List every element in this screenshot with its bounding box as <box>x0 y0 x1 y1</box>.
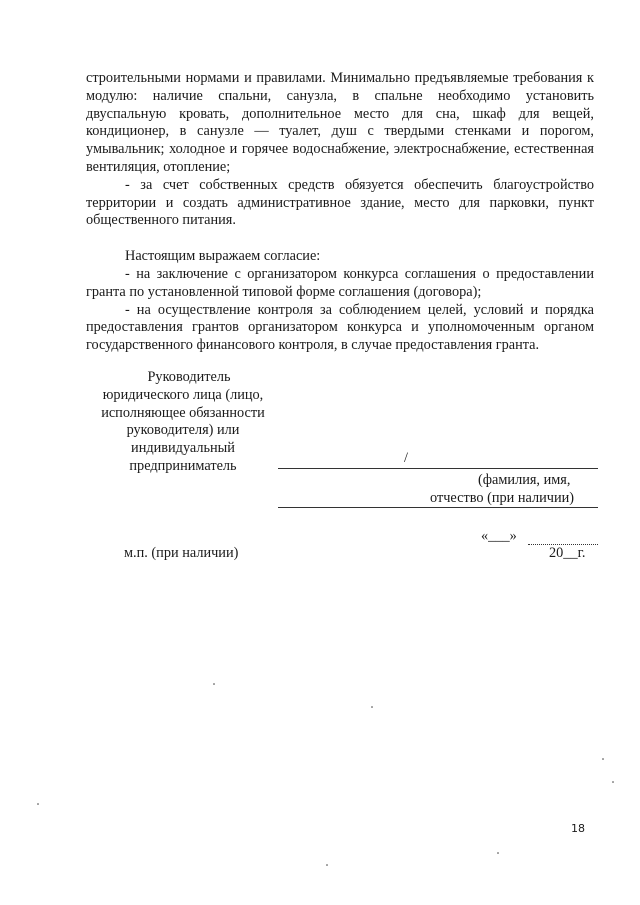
scan-speck <box>612 781 614 783</box>
paragraph-requirements: строительными нормами и правилами. Минимально предъявляемые требования к модулю: наличие спальни, санузла, в спальне необходимо установить двуспальную кровать, дополнительное место для сна, шкаф для вещей, кондиционер, в санузле — туалет, душ с твердыми стенками и порогом, умывальник; холодное и горячее водоснабжение, электроснабжение, естественная вентиляция, отопление; <box>86 70 594 175</box>
page-number: 18 <box>571 822 585 835</box>
signature-separator: / <box>404 450 408 466</box>
stamp-note: м.п. (при наличии) <box>124 545 239 561</box>
signatory-line: Руководитель <box>147 369 231 385</box>
date-day: «___» <box>481 528 517 544</box>
paragraph-consent-agreement: - на заключение с организатором конкурса соглашения о предоставлении гранта по установленной типовой форме соглашения (договора); <box>86 265 594 300</box>
signatory-title <box>86 369 280 476</box>
signatory-line: исполняющее обязанности <box>101 404 265 421</box>
body-text <box>86 70 594 355</box>
paragraph-own-funds: - за счет собственных средств обязуется обеспечить благоустройство территории и создать административное здание, место для парковки, пункт общественного питания. <box>86 176 594 229</box>
scan-speck <box>213 683 215 685</box>
date-year: 20__г. <box>549 545 586 561</box>
scan-speck <box>37 803 39 805</box>
fio-caption-line1: (фамилия, имя, <box>478 472 571 488</box>
scan-speck <box>326 864 328 866</box>
fio-caption-line2: отчество (при наличии) <box>430 490 575 506</box>
signatory-line: юридического лица (лицо, <box>102 386 264 403</box>
signatory-line: индивидуальный <box>131 440 235 457</box>
fio-line <box>278 507 598 508</box>
signatory-line: руководителя) или <box>126 422 240 439</box>
scan-speck <box>602 758 604 760</box>
scan-speck <box>371 706 373 708</box>
paragraph-consent-control: - на осуществление контроля за соблюдением целей, условий и порядка предоставления грантов организатором конкурса и уполномоченным органом государственного финансового контроля, в случае предоставления гранта. <box>86 301 594 354</box>
paragraph-consent-heading: Настоящим выражаем согласие: <box>125 248 321 265</box>
scan-speck <box>497 852 499 854</box>
signature-line <box>278 468 598 469</box>
signatory-line: предприниматель <box>129 457 237 474</box>
